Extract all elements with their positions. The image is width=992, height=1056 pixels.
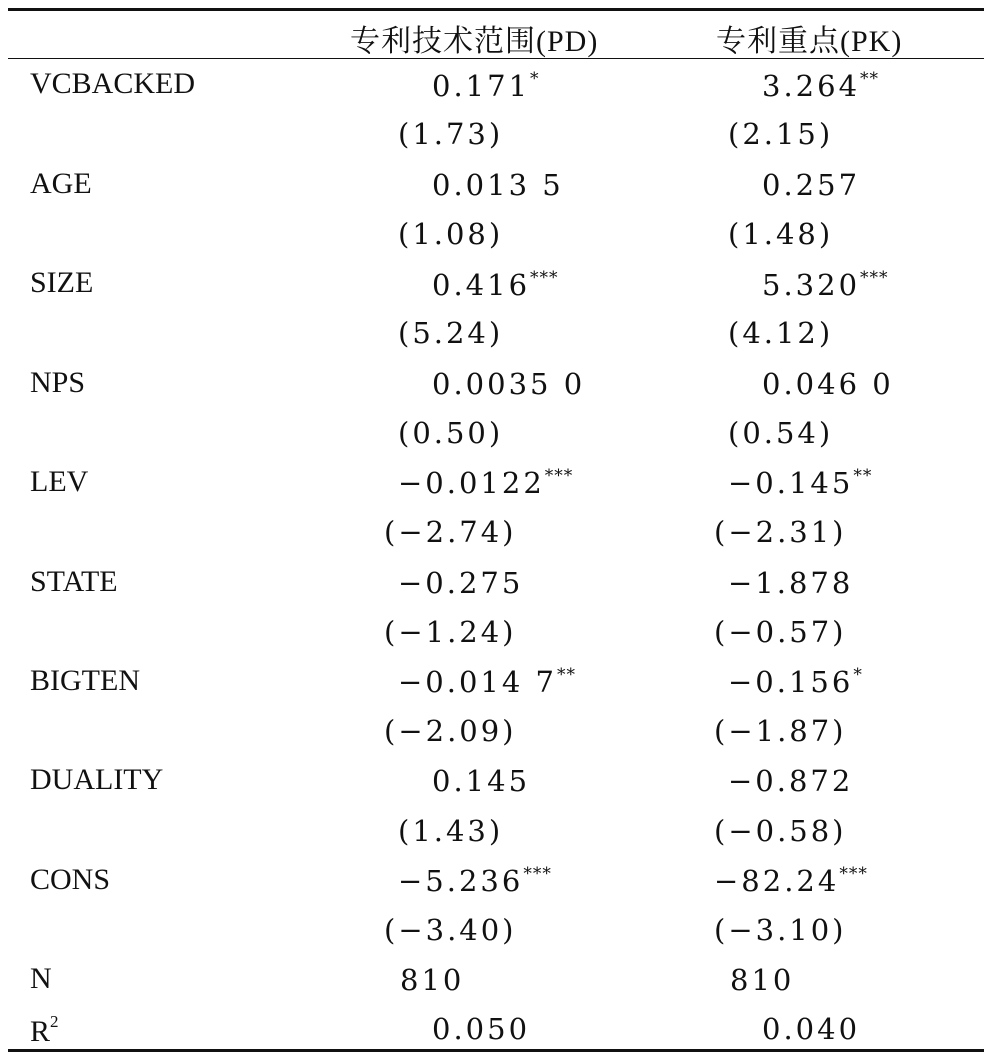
- significance-stars: **: [853, 466, 873, 486]
- pd-tstat-bigten: (−2.09): [384, 714, 517, 748]
- pk-tstat-age: (1.48): [728, 217, 834, 251]
- table-bottom-rule: [8, 1049, 984, 1052]
- column-header-pk: 专利重点(PK): [716, 25, 903, 58]
- significance-stars: *: [853, 665, 863, 685]
- pk-coef-cons: [714, 864, 868, 898]
- row-label-size: SIZE: [30, 266, 94, 299]
- pk-tstat-duality: (−0.58): [714, 814, 847, 848]
- pk-coef-state: [728, 566, 853, 600]
- pd-coef-vcbacked: [432, 69, 540, 103]
- row-label-vcbacked: VCBACKED: [30, 67, 196, 100]
- pk-coef-lev: [728, 466, 872, 500]
- pk-coef-size: [762, 268, 889, 302]
- pd-tstat-nps: (0.50): [398, 416, 504, 450]
- pd-coef-size: [432, 268, 559, 302]
- row-label-n: N: [30, 962, 52, 995]
- significance-stars: ***: [839, 864, 868, 884]
- coef-value: −0.014 7: [398, 665, 557, 699]
- coef-value: −0.156: [728, 665, 854, 699]
- column-header-pd: 专利技术范围(PD): [350, 25, 599, 58]
- row-label-duality: DUALITY: [30, 763, 164, 796]
- pk-tstat-state: (−0.57): [714, 615, 847, 649]
- row-label-lev: LEV: [30, 465, 89, 498]
- coef-value: 0.046 0: [762, 367, 894, 401]
- coef-value: 0.416: [432, 268, 531, 302]
- significance-stars: **: [860, 69, 880, 89]
- coef-value: −0.0122: [398, 466, 545, 500]
- coef-value: −0.872: [728, 764, 854, 798]
- pd-coef-nps: [432, 367, 585, 401]
- r2-superscript: 2: [50, 1012, 59, 1031]
- pd-coef-age: [432, 168, 564, 202]
- row-label-nps: NPS: [30, 366, 86, 399]
- pk-r2: 0.040: [762, 1012, 861, 1046]
- coef-value: 5.320: [762, 268, 861, 302]
- pd-tstat-duality: (1.43): [398, 814, 504, 848]
- coef-value: −5.236: [398, 864, 524, 898]
- row-label-age: AGE: [30, 167, 92, 200]
- significance-stars: ***: [544, 466, 574, 486]
- pk-tstat-lev: (−2.31): [714, 515, 847, 549]
- pd-coef-duality: [432, 764, 530, 798]
- pk-coef-age: [762, 168, 860, 202]
- row-label-state: STATE: [30, 565, 118, 598]
- r2-base: R: [30, 1015, 51, 1048]
- coef-value: −0.145: [728, 466, 854, 500]
- pd-coef-cons: [398, 864, 552, 898]
- pd-tstat-vcbacked: (1.73): [398, 117, 504, 151]
- row-label-r2: [30, 1012, 59, 1049]
- coef-value: 0.013 5: [432, 168, 564, 202]
- pd-tstat-size: (5.24): [398, 316, 504, 350]
- pd-tstat-cons: (−3.40): [384, 913, 517, 947]
- table-top-rule: [8, 8, 984, 11]
- pk-tstat-bigten: (−1.87): [714, 714, 847, 748]
- pd-coef-lev: [398, 466, 573, 500]
- coef-value: 0.145: [432, 764, 531, 798]
- coef-value: −1.878: [728, 566, 854, 600]
- pd-tstat-age: (1.08): [398, 217, 504, 251]
- pk-coef-vcbacked: [762, 69, 879, 103]
- significance-stars: **: [557, 665, 576, 685]
- coef-value: −0.275: [398, 566, 524, 600]
- coef-value: −82.24: [714, 864, 840, 898]
- pk-coef-duality: [728, 764, 853, 798]
- pk-tstat-vcbacked: (2.15): [728, 117, 834, 151]
- pd-coef-state: [398, 566, 523, 600]
- pd-coef-bigten: [398, 665, 576, 699]
- pk-tstat-nps: (0.54): [728, 416, 834, 450]
- pk-tstat-size: (4.12): [728, 316, 834, 350]
- coef-value: 0.0035 0: [432, 367, 586, 401]
- pk-coef-nps: [762, 367, 894, 401]
- coef-value: 3.264: [762, 69, 861, 103]
- coef-value: 0.257: [762, 168, 861, 202]
- pd-tstat-lev: (−2.74): [384, 515, 517, 549]
- significance-stars: ***: [523, 864, 552, 884]
- pd-tstat-state: (−1.24): [384, 615, 517, 649]
- pd-r2: 0.050: [432, 1012, 531, 1046]
- pk-tstat-cons: (−3.10): [714, 913, 847, 947]
- row-label-bigten: BIGTEN: [30, 664, 140, 697]
- pd-n: 810: [400, 963, 465, 997]
- significance-stars: ***: [860, 268, 889, 288]
- pk-n: 810: [730, 963, 795, 997]
- coef-value: 0.171: [432, 69, 531, 103]
- significance-stars: *: [530, 69, 540, 89]
- significance-stars: ***: [530, 268, 559, 288]
- row-label-cons: CONS: [30, 863, 111, 896]
- pk-coef-bigten: [728, 665, 863, 699]
